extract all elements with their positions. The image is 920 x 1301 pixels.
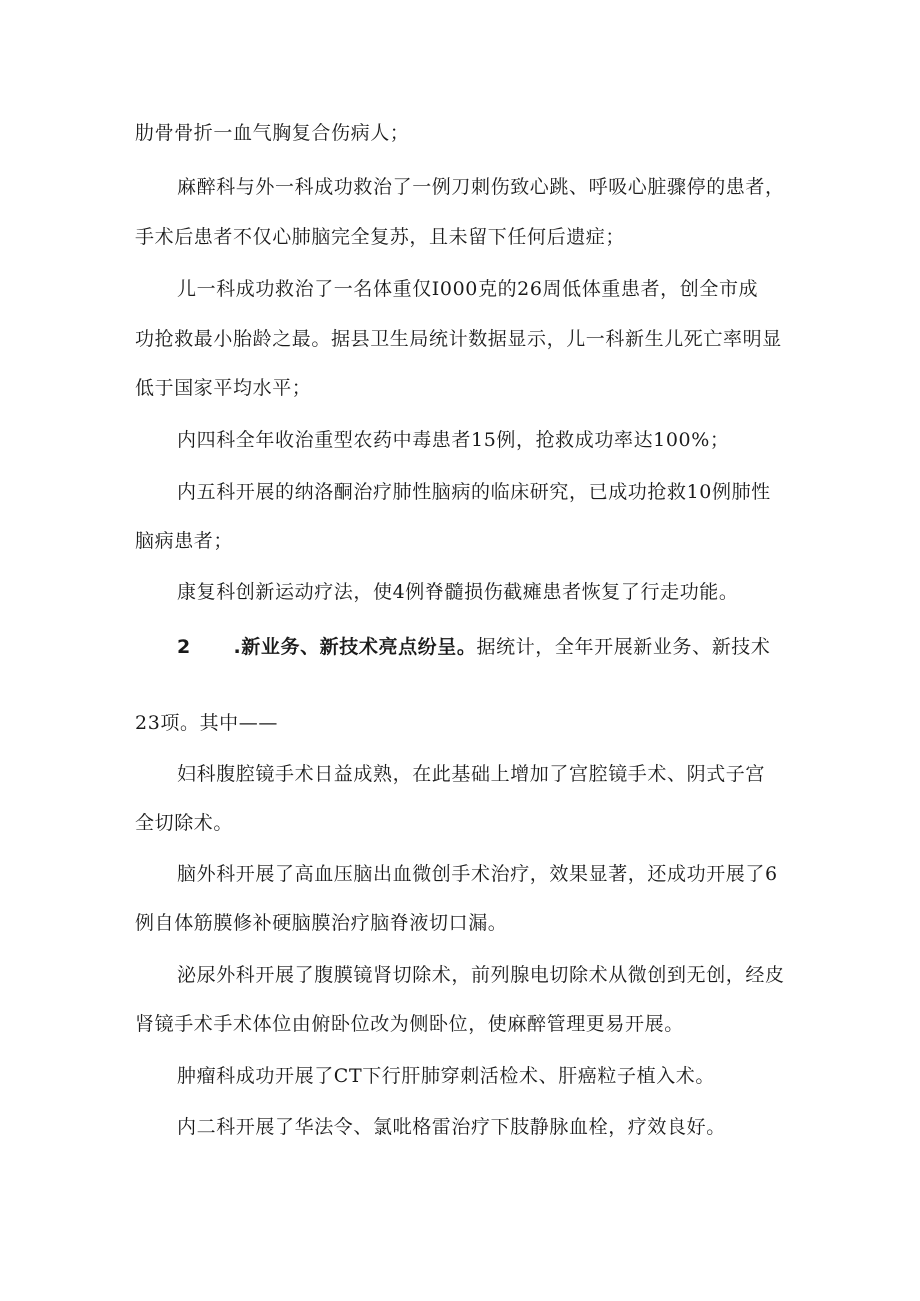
text-line: 麻醉科与外一科成功救治了一例刀刺伤致心跳、呼吸心脏骤停的患者， <box>177 176 785 198</box>
section-heading-line <box>177 632 920 662</box>
text-line: 手术后患者不仅心肺脑完全复苏，且未留下任何后遗症； <box>135 226 626 248</box>
text-line: 内二科开展了华法令、氯吡格雷治疗下肢静脉血栓，疗效良好。 <box>177 1116 726 1138</box>
text-line: 肋骨骨折一血气胸复合伤病人； <box>135 122 410 144</box>
text-line: 肾镜手术手术体位由俯卧位改为侧卧位，使麻醉管理更易开展。 <box>135 1013 684 1035</box>
text-line: 康复科创新运动疗法，使4例脊髓损伤截瘫患者恢复了行走功能。 <box>177 581 739 603</box>
text-line: 脑病患者； <box>135 530 234 552</box>
text-line: 功抢救最小胎龄之最。据县卫生局统计数据显示，儿一科新生儿死亡率明显 <box>135 328 782 350</box>
section-heading: .新业务、新技术亮点纷呈。 <box>233 636 477 658</box>
section-number: 2 <box>177 636 191 658</box>
text-line: 全切除术。 <box>135 812 234 834</box>
text-line: 肿瘤科成功开展了CT下行肝肺穿刺活检术、肝癌粒子植入术。 <box>177 1065 716 1087</box>
text-line: 内四科全年收治重型农药中毒患者15例，抢救成功率达100%； <box>177 429 730 451</box>
text-line: 妇科腹腔镜手术日益成熟，在此基础上增加了宫腔镜手术、阴式子宫 <box>177 763 766 785</box>
text-line: 例自体筋膜修补硬脑膜治疗脑脊液切口漏。 <box>135 912 508 934</box>
text-line: 儿一科成功救治了一名体重仅I000克的26周低体重患者，创全市成 <box>177 278 759 300</box>
text-line: 23项。其中—— <box>135 712 278 734</box>
text-line: 内五科开展的纳洛酮治疗肺性脑病的临床研究，已成功抢救10例肺性 <box>177 481 771 503</box>
text-line: 低于国家平均水平； <box>135 377 312 399</box>
section-text: 据统计，全年开展新业务、新技术 <box>476 636 771 658</box>
text-line: 泌尿外科开展了腹膜镜肾切除术，前列腺电切除术从微创到无创，经皮 <box>177 964 785 986</box>
text-line: 脑外科开展了高血压脑出血微创手术治疗，效果显著，还成功开展了6 <box>177 863 778 885</box>
